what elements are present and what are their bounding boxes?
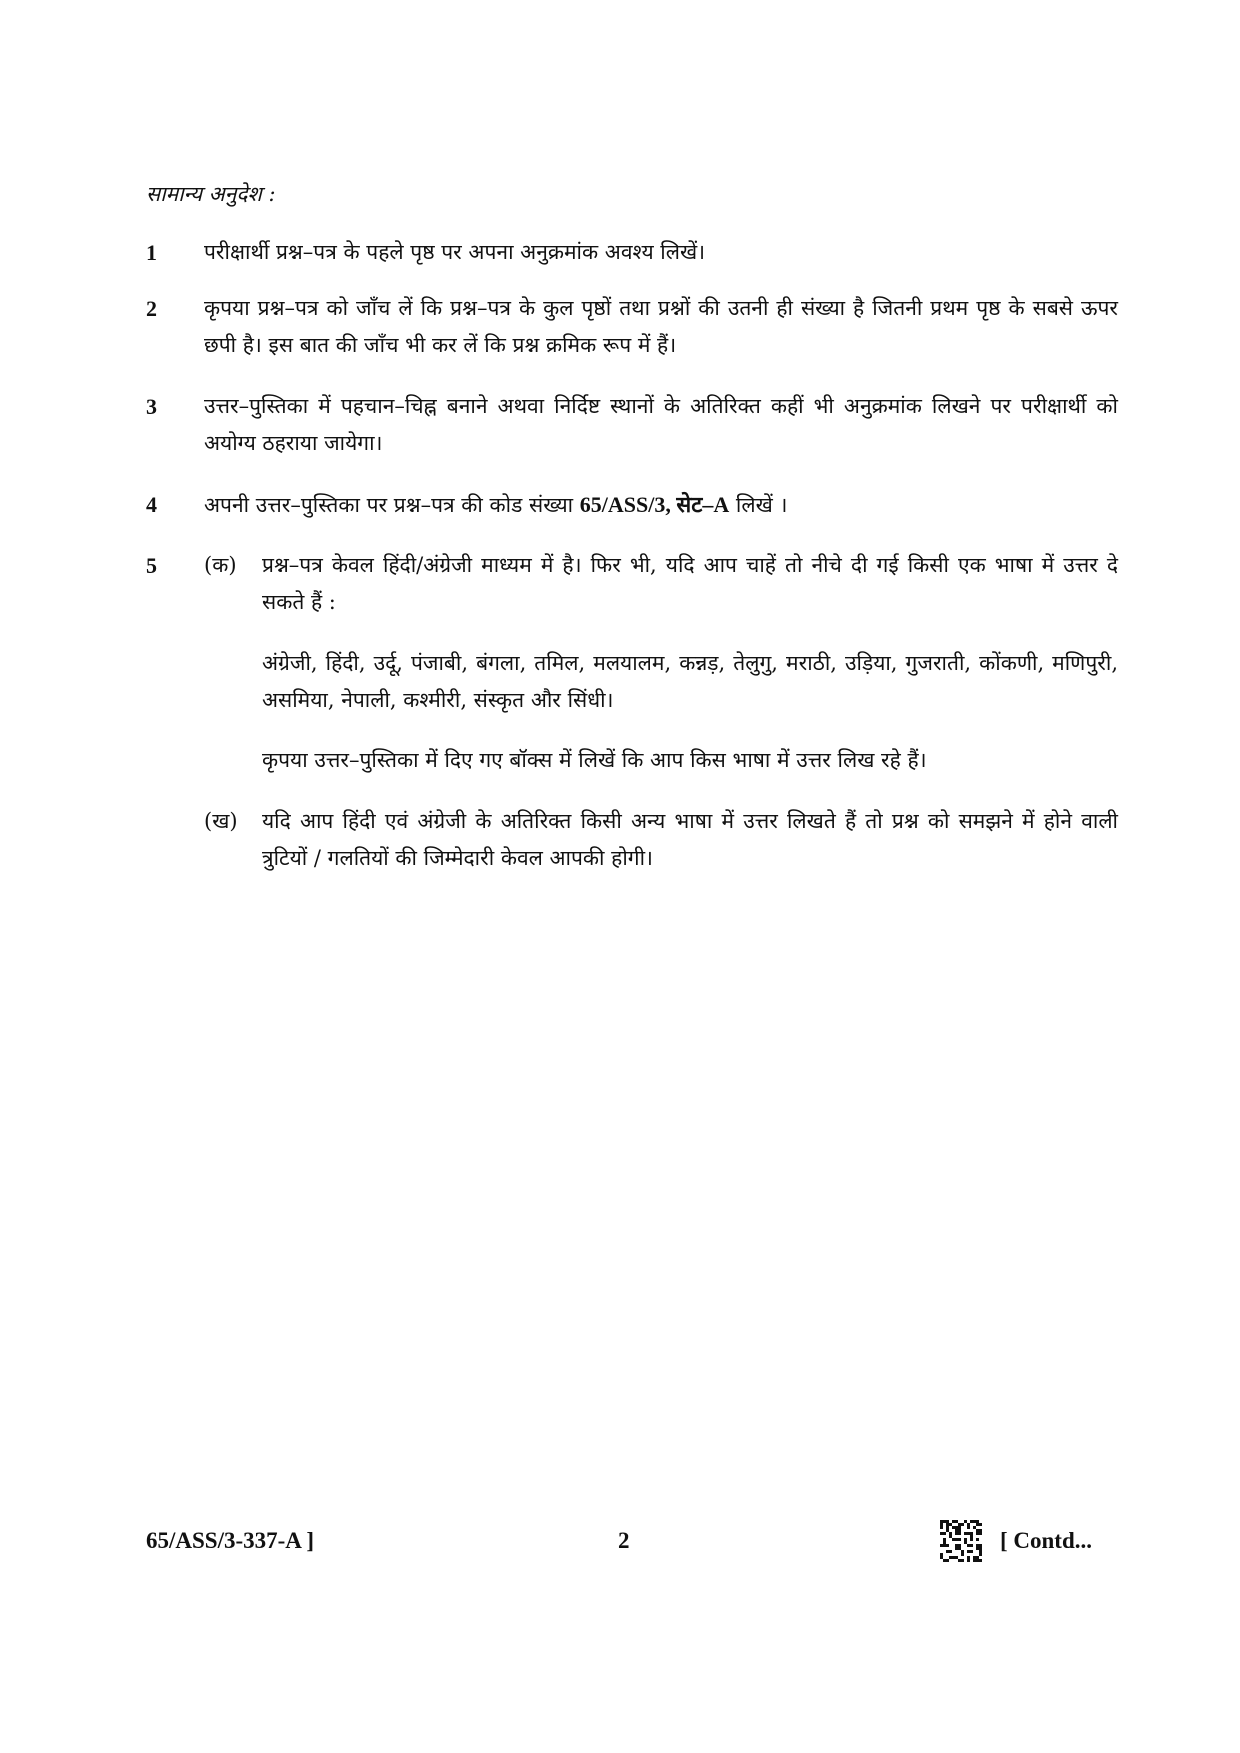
qr-code-icon — [940, 1520, 982, 1562]
contd-label: [ Contd... — [1000, 1528, 1093, 1553]
instruction-text: परीक्षार्थी प्रश्न–पत्र के पहले पृष्ठ पर अपना अनुक्रमांक अवश्य लिखें। — [204, 240, 706, 264]
instruction-text: उत्तर–पुस्तिका में पहचान–चिह्न बनाने अथवा निर्दिष्ट स्थानों के अतिरिक्त कहीं भी अनुक्रमांक लिखने पर परीक्षार्थी को अयोग्य ठहराया जायेगा। — [204, 394, 1118, 455]
page-number: 2 — [618, 1528, 630, 1553]
instruction-4 — [146, 486, 1118, 524]
instruction-1 — [146, 234, 1118, 271]
instruction-text — [204, 486, 1118, 524]
sub-instruction-ka — [204, 547, 1118, 621]
language-box-note: कृपया उत्तर–पुस्तिका में दिए गए बॉक्स में लिखें कि आप किस भाषा में उत्तर लिख रहे हैं। — [262, 748, 927, 772]
sub-instruction-label: (ख) — [204, 809, 238, 833]
sub-instruction-text: प्रश्न–पत्र केवल हिंदी/अंग्रेजी माध्यम में है। फिर भी, यदि आप चाहें तो नीचे दी गई किसी एक भाषा में उत्तर दे सकते हैं : — [262, 553, 1118, 614]
sub-instruction-kha — [204, 803, 1118, 877]
instruction-3 — [146, 388, 1118, 462]
instruction-number: 3 — [146, 394, 157, 419]
instruction-text-before: अपनी उत्तर–पुस्तिका पर प्रश्न–पत्र की कोड संख्या — [204, 493, 574, 517]
instruction-text: कृपया प्रश्न–पत्र को जाँच लें कि प्रश्न–पत्र के कुल पृष्ठों तथा प्रश्नों की उतनी ही संख्या है जितनी प्रथम पृष्ठ के सबसे ऊपर छपी है। इस बात की जाँच भी कर लें कि प्रश्न क्रमिक रूप में हैं। — [204, 296, 1118, 357]
instruction-number: 1 — [146, 240, 157, 265]
instruction-number: 5 — [146, 553, 157, 578]
footer-paper-code: 65/ASS/3-337-A ] — [146, 1528, 315, 1553]
instructions-heading: सामान्य अनुदेश : — [146, 182, 276, 206]
instruction-number: 4 — [146, 492, 157, 517]
question-paper-code: 65/ASS/3, सेट–A — [579, 492, 730, 517]
sub-instruction-text: यदि आप हिंदी एवं अंग्रेजी के अतिरिक्त किसी अन्य भाषा में उत्तर लिखते हैं तो प्रश्न को समझने में होने वाली त्रुटियों / गलतियों की जिम्मेदारी केवल आपकी होगी। — [262, 809, 1118, 870]
languages-list: अंग्रेजी, हिंदी, उर्दू, पंजाबी, बंगला, तमिल, मलयालम, कन्नड़, तेलुगु, मराठी, उड़िया, गुजराती, कोंकणी, मणिपुरी, असमिया, नेपाली, कश्मीरी, संस्कृत और सिंधी। — [262, 651, 1118, 712]
instruction-2 — [146, 290, 1118, 364]
instruction-number: 2 — [146, 296, 157, 321]
sub-instruction-label: (क) — [204, 553, 237, 577]
instruction-text-after: लिखें । — [735, 493, 788, 517]
